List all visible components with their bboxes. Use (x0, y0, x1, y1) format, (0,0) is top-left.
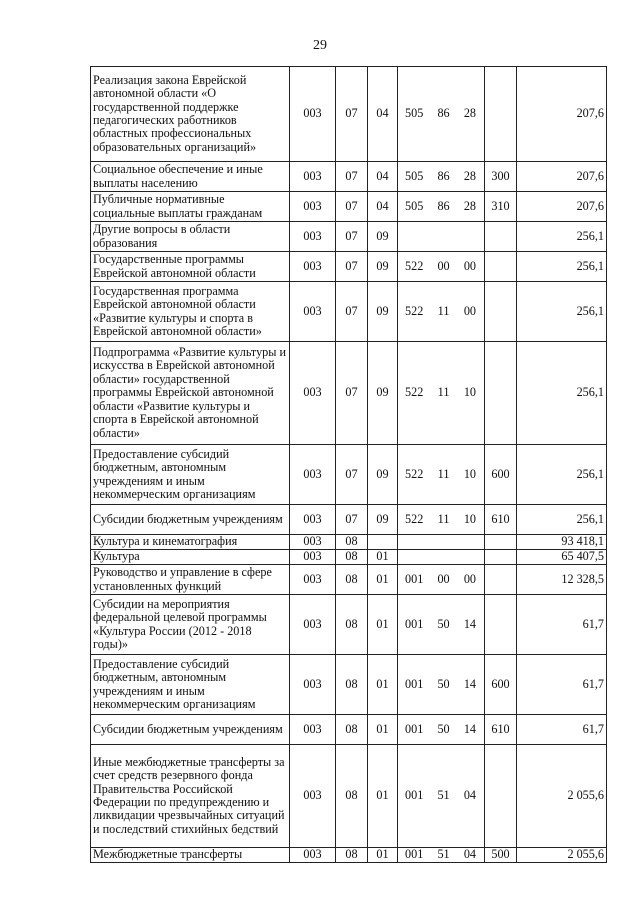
target-article-part: 001 (405, 571, 424, 586)
target-article-part: 04 (463, 788, 476, 803)
subsection-code-cell: 04 (368, 192, 398, 222)
target-article-cell (398, 565, 485, 595)
expense-type-cell (485, 222, 517, 252)
target-article-code (400, 678, 482, 691)
section-code-cell: 08 (336, 655, 368, 715)
item-name-cell: Предоставление субсидий бюджетным, автономным учреждениям и иным некоммерческим организациям (91, 655, 290, 715)
section-code-cell: 08 (336, 595, 368, 655)
item-name-cell: Культура и кинематография (91, 535, 290, 550)
table-row (91, 745, 607, 848)
budget-table (90, 66, 607, 863)
section-code-cell: 07 (336, 252, 368, 282)
table-row (91, 550, 607, 565)
ministry-code-cell: 003 (290, 505, 336, 535)
expense-type-cell (485, 745, 517, 848)
expense-type-cell (485, 342, 517, 445)
subsection-code-cell: 09 (368, 342, 398, 445)
target-article-part: 28 (463, 198, 476, 213)
target-article-cell (398, 252, 485, 282)
section-code-cell: 07 (336, 505, 368, 535)
ministry-code-cell: 003 (290, 550, 336, 565)
target-article-part: 00 (463, 571, 476, 586)
amount-cell: 61,7 (517, 715, 607, 745)
target-article-part: 10 (463, 385, 476, 400)
target-article-code (400, 848, 482, 861)
target-article-part: 50 (437, 616, 450, 631)
amount-cell: 256,1 (517, 222, 607, 252)
subsection-code-cell: 01 (368, 595, 398, 655)
expense-type-cell: 600 (485, 445, 517, 505)
target-article-part: 51 (437, 847, 450, 862)
item-name-cell: Подпрограмма «Развитие культуры и искусства в Еврейской автономной области» государственной программы Еврейской автономной области «Развитие культуры и спорта в Еврейской автономной области» (91, 342, 290, 445)
section-code-cell: 07 (336, 67, 368, 162)
target-article-part: 001 (405, 721, 424, 736)
section-code-cell: 07 (336, 162, 368, 192)
target-article-cell (398, 282, 485, 342)
ministry-code-cell: 003 (290, 342, 336, 445)
target-article-code (400, 513, 482, 526)
target-article-part: 001 (405, 616, 424, 631)
item-name-cell: Другие вопросы в области образования (91, 222, 290, 252)
section-code-cell: 08 (336, 565, 368, 595)
target-article-part: 50 (437, 721, 450, 736)
target-article-part: 50 (437, 676, 450, 691)
item-name-cell: Государственная программа Еврейской автономной области «Развитие культуры и спорта в Еврейской автономной области» (91, 282, 290, 342)
target-article-part: 522 (405, 258, 424, 273)
section-code-cell: 07 (336, 222, 368, 252)
target-article-code (400, 107, 482, 120)
item-name-cell: Межбюджетные трансферты (91, 848, 290, 863)
amount-cell: 93 418,1 (517, 535, 607, 550)
target-article-code (400, 618, 482, 631)
ministry-code-cell: 003 (290, 848, 336, 863)
expense-type-cell: 610 (485, 505, 517, 535)
item-name-cell: Субсидии бюджетным учреждениям (91, 715, 290, 745)
ministry-code-cell: 003 (290, 252, 336, 282)
amount-cell: 2 055,6 (517, 848, 607, 863)
expense-type-cell (485, 595, 517, 655)
amount-cell: 256,1 (517, 445, 607, 505)
item-name-cell: Социальное обеспечение и иные выплаты населению (91, 162, 290, 192)
target-article-code (400, 200, 482, 213)
target-article-part: 11 (437, 385, 450, 400)
table-row (91, 162, 607, 192)
subsection-code-cell: 01 (368, 745, 398, 848)
target-article-part: 00 (463, 303, 476, 318)
target-article-part: 11 (437, 466, 450, 481)
target-article-code (400, 789, 482, 802)
target-article-part: 86 (437, 198, 450, 213)
target-article-code (400, 260, 482, 273)
subsection-code-cell: 01 (368, 655, 398, 715)
table-row (91, 445, 607, 505)
target-article-cell (398, 67, 485, 162)
target-article-part: 14 (463, 676, 476, 691)
target-article-part: 14 (463, 721, 476, 736)
ministry-code-cell: 003 (290, 282, 336, 342)
target-article-cell (398, 715, 485, 745)
item-name-cell: Предоставление субсидий бюджетным, автономным учреждениям и иным некоммерческим организациям (91, 445, 290, 505)
amount-cell: 256,1 (517, 282, 607, 342)
target-article-part: 505 (405, 106, 424, 121)
table-row (91, 222, 607, 252)
target-article-part: 001 (405, 847, 424, 862)
target-article-part: 522 (405, 511, 424, 526)
expense-type-cell: 610 (485, 715, 517, 745)
ministry-code-cell: 003 (290, 222, 336, 252)
target-article-part: 00 (463, 258, 476, 273)
expense-type-cell (485, 282, 517, 342)
target-article-code (400, 305, 482, 318)
ministry-code-cell: 003 (290, 162, 336, 192)
target-article-cell (398, 655, 485, 715)
target-article-cell (398, 745, 485, 848)
target-article-part: 00 (437, 571, 450, 586)
ministry-code-cell: 003 (290, 595, 336, 655)
target-article-cell (398, 162, 485, 192)
item-name-cell: Культура (91, 550, 290, 565)
item-name-cell: Субсидии бюджетным учреждениям (91, 505, 290, 535)
subsection-code-cell (368, 535, 398, 550)
ministry-code-cell: 003 (290, 655, 336, 715)
target-article-part: 11 (437, 303, 450, 318)
item-name-cell: Субсидии на мероприятия федеральной целевой программы «Культура России (2012 - 2018 годы)» (91, 595, 290, 655)
amount-cell: 256,1 (517, 342, 607, 445)
item-name-cell: Публичные нормативные социальные выплаты гражданам (91, 192, 290, 222)
section-code-cell: 08 (336, 715, 368, 745)
target-article-code (400, 468, 482, 481)
target-article-cell (398, 342, 485, 445)
subsection-code-cell: 04 (368, 67, 398, 162)
item-name-cell: Руководство и управление в сфере установленных функций (91, 565, 290, 595)
target-article-cell (398, 222, 485, 252)
amount-cell: 12 328,5 (517, 565, 607, 595)
table-row (91, 342, 607, 445)
expense-type-cell (485, 565, 517, 595)
amount-cell: 61,7 (517, 595, 607, 655)
ministry-code-cell: 003 (290, 535, 336, 550)
subsection-code-cell: 09 (368, 282, 398, 342)
ministry-code-cell: 003 (290, 715, 336, 745)
subsection-code-cell: 09 (368, 252, 398, 282)
subsection-code-cell: 01 (368, 848, 398, 863)
section-code-cell: 08 (336, 848, 368, 863)
target-article-cell (398, 535, 485, 550)
section-code-cell: 08 (336, 745, 368, 848)
expense-type-cell: 600 (485, 655, 517, 715)
amount-cell: 207,6 (517, 67, 607, 162)
subsection-code-cell: 09 (368, 445, 398, 505)
section-code-cell: 08 (336, 535, 368, 550)
section-code-cell: 07 (336, 342, 368, 445)
subsection-code-cell: 09 (368, 505, 398, 535)
target-article-part: 522 (405, 303, 424, 318)
target-article-part: 86 (437, 106, 450, 121)
target-article-part: 10 (463, 466, 476, 481)
target-article-part: 505 (405, 198, 424, 213)
ministry-code-cell: 003 (290, 565, 336, 595)
item-name-cell: Реализация закона Еврейской автономной области «О государственной поддержке педагогических работников областных профессиональных образовательных организаций» (91, 67, 290, 162)
table-row (91, 535, 607, 550)
amount-cell: 2 055,6 (517, 745, 607, 848)
ministry-code-cell: 003 (290, 67, 336, 162)
target-article-part: 505 (405, 168, 424, 183)
target-article-cell (398, 445, 485, 505)
table-row (91, 715, 607, 745)
table-row (91, 67, 607, 162)
target-article-part: 14 (463, 616, 476, 631)
target-article-part: 10 (463, 511, 476, 526)
amount-cell: 65 407,5 (517, 550, 607, 565)
target-article-part: 28 (463, 168, 476, 183)
amount-cell: 61,7 (517, 655, 607, 715)
target-article-part: 11 (437, 511, 450, 526)
subsection-code-cell: 01 (368, 565, 398, 595)
subsection-code-cell: 01 (368, 715, 398, 745)
expense-type-cell (485, 252, 517, 282)
section-code-cell: 07 (336, 445, 368, 505)
expense-type-cell (485, 535, 517, 550)
target-article-cell (398, 595, 485, 655)
page-number: 29 (313, 38, 327, 53)
amount-cell: 256,1 (517, 505, 607, 535)
target-article-part: 522 (405, 466, 424, 481)
target-article-part: 51 (437, 788, 450, 803)
ministry-code-cell: 003 (290, 745, 336, 848)
table-row (91, 595, 607, 655)
amount-cell: 207,6 (517, 192, 607, 222)
section-code-cell: 07 (336, 282, 368, 342)
table-row (91, 848, 607, 863)
section-code-cell: 08 (336, 550, 368, 565)
expense-type-cell: 300 (485, 162, 517, 192)
subsection-code-cell: 09 (368, 222, 398, 252)
amount-cell: 207,6 (517, 162, 607, 192)
target-article-code (400, 386, 482, 399)
target-article-code (400, 170, 482, 183)
target-article-part: 00 (437, 258, 450, 273)
table-row (91, 252, 607, 282)
ministry-code-cell: 003 (290, 445, 336, 505)
ministry-code-cell: 003 (290, 192, 336, 222)
subsection-code-cell: 01 (368, 550, 398, 565)
table-row (91, 565, 607, 595)
expense-type-cell (485, 67, 517, 162)
item-name-cell: Иные межбюджетные трансферты за счет средств резервного фонда Правительства Российской Федерации по предупреждению и ликвидации чрезвычайных ситуаций и последствий стихийных бедствий (91, 745, 290, 848)
amount-cell: 256,1 (517, 252, 607, 282)
target-article-cell (398, 848, 485, 863)
section-code-cell: 07 (336, 192, 368, 222)
target-article-cell (398, 505, 485, 535)
target-article-code (400, 723, 482, 736)
target-article-cell (398, 550, 485, 565)
table-row (91, 505, 607, 535)
target-article-cell (398, 192, 485, 222)
target-article-part: 001 (405, 676, 424, 691)
target-article-part: 28 (463, 106, 476, 121)
item-name-cell: Государственные программы Еврейской автономной области (91, 252, 290, 282)
target-article-part: 86 (437, 168, 450, 183)
expense-type-cell: 500 (485, 848, 517, 863)
table-row (91, 192, 607, 222)
expense-type-cell: 310 (485, 192, 517, 222)
target-article-code (400, 573, 482, 586)
expense-type-cell (485, 550, 517, 565)
target-article-part: 001 (405, 788, 424, 803)
subsection-code-cell: 04 (368, 162, 398, 192)
target-article-part: 522 (405, 385, 424, 400)
target-article-part: 04 (463, 847, 476, 862)
table-row (91, 655, 607, 715)
table-row (91, 282, 607, 342)
